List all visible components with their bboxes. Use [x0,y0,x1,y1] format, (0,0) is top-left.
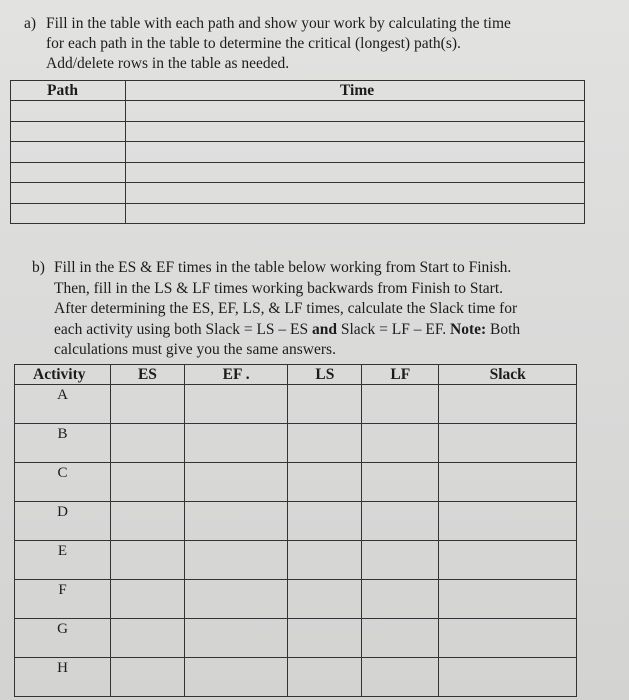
time-cell[interactable] [126,203,585,224]
ef-cell[interactable] [184,424,288,463]
lf-cell[interactable] [362,463,439,502]
formula-1: each activity using both Slack = LS – ES [54,320,309,338]
lf-cell[interactable] [362,385,439,424]
ef-cell[interactable] [184,502,288,541]
lf-cell[interactable] [362,619,439,658]
table-row [15,424,577,463]
slack-header: Slack [439,365,577,385]
activity-cell: C [15,463,111,502]
table-row [15,658,577,697]
lf-cell[interactable] [362,580,439,619]
table-row [15,385,577,424]
instruction-line: for each path in the table to determine the critical (longest) path(s). [46,35,461,52]
time-header: Time [126,81,585,101]
activity-times-table [14,364,577,697]
path-time-table [10,80,585,224]
es-cell[interactable] [111,502,185,541]
ls-header: LS [288,365,362,385]
es-cell[interactable] [111,385,185,424]
es-header: ES [111,365,185,385]
ls-cell[interactable] [288,463,362,502]
slack-cell[interactable] [439,385,577,424]
path-cell[interactable] [11,101,126,122]
table-row [11,203,585,224]
es-cell[interactable] [111,580,185,619]
slack-cell[interactable] [439,502,577,541]
and-word: and [312,320,337,338]
time-cell[interactable] [126,101,585,122]
slack-cell[interactable] [439,463,577,502]
slack-cell[interactable] [439,541,577,580]
lf-header: LF [362,365,439,385]
slack-cell[interactable] [439,619,577,658]
instruction-line: After determining the ES, EF, LS, & LF times, calculate the Slack time for [54,300,518,317]
ls-cell[interactable] [288,424,362,463]
time-cell[interactable] [126,142,585,163]
ef-cell[interactable] [184,463,288,502]
table-header-row [11,81,585,101]
ls-cell[interactable] [288,385,362,424]
time-cell[interactable] [126,121,585,142]
es-cell[interactable] [111,619,185,658]
ls-cell[interactable] [288,580,362,619]
part-a-label: a) [24,15,37,32]
ef-cell[interactable] [184,385,288,424]
activity-cell: D [15,502,111,541]
activity-cell: F [15,580,111,619]
ls-cell[interactable] [288,658,362,697]
ef-cell[interactable] [184,658,288,697]
part-b-instructions [32,258,592,361]
table-row [11,101,585,122]
lf-cell[interactable] [362,658,439,697]
table-row [15,580,577,619]
ef-cell[interactable] [184,541,288,580]
path-cell[interactable] [11,162,126,183]
path-header: Path [11,81,126,101]
table-row [15,463,577,502]
note-label: Note: [450,320,487,338]
es-cell[interactable] [111,658,185,697]
path-cell[interactable] [11,203,126,224]
activity-cell: G [15,619,111,658]
part-b-label: b) [32,259,45,276]
lf-cell[interactable] [362,541,439,580]
table-row [11,183,585,204]
time-cell[interactable] [126,183,585,204]
path-cell[interactable] [11,183,126,204]
time-cell[interactable] [126,162,585,183]
ef-cell[interactable] [184,580,288,619]
es-cell[interactable] [111,541,185,580]
activity-cell: E [15,541,111,580]
note-text: Both [490,320,521,338]
activity-header: Activity [15,365,111,385]
es-cell[interactable] [111,424,185,463]
instruction-line [54,320,592,341]
table-row [11,121,585,142]
path-cell[interactable] [11,121,126,142]
instruction-line: Fill in the table with each path and show your work by calculating the time [46,15,511,32]
table-row [11,142,585,163]
activity-cell: B [15,424,111,463]
instruction-line: Add/delete rows in the table as needed. [46,55,290,72]
table-row [15,502,577,541]
instruction-line: calculations must give you the same answers. [54,341,336,358]
lf-cell[interactable] [362,502,439,541]
slack-cell[interactable] [439,424,577,463]
lf-cell[interactable] [362,424,439,463]
table-row [15,541,577,580]
part-a-instructions [24,14,594,74]
ef-cell[interactable] [184,619,288,658]
slack-cell[interactable] [439,580,577,619]
instruction-line: Fill in the ES & EF times in the table below working from Start to Finish. [54,259,512,276]
ef-header: EF . [184,365,288,385]
table-header-row [15,365,577,385]
slack-cell[interactable] [439,658,577,697]
ls-cell[interactable] [288,541,362,580]
instruction-line: Then, fill in the LS & LF times working backwards from Finish to Start. [54,279,504,297]
activity-cell: A [15,385,111,424]
activity-cell: H [15,658,111,697]
table-row [15,619,577,658]
es-cell[interactable] [111,463,185,502]
table-row [11,162,585,183]
ls-cell[interactable] [288,619,362,658]
ls-cell[interactable] [288,502,362,541]
formula-2: Slack = LF – EF. [340,320,447,338]
path-cell[interactable] [11,142,126,163]
